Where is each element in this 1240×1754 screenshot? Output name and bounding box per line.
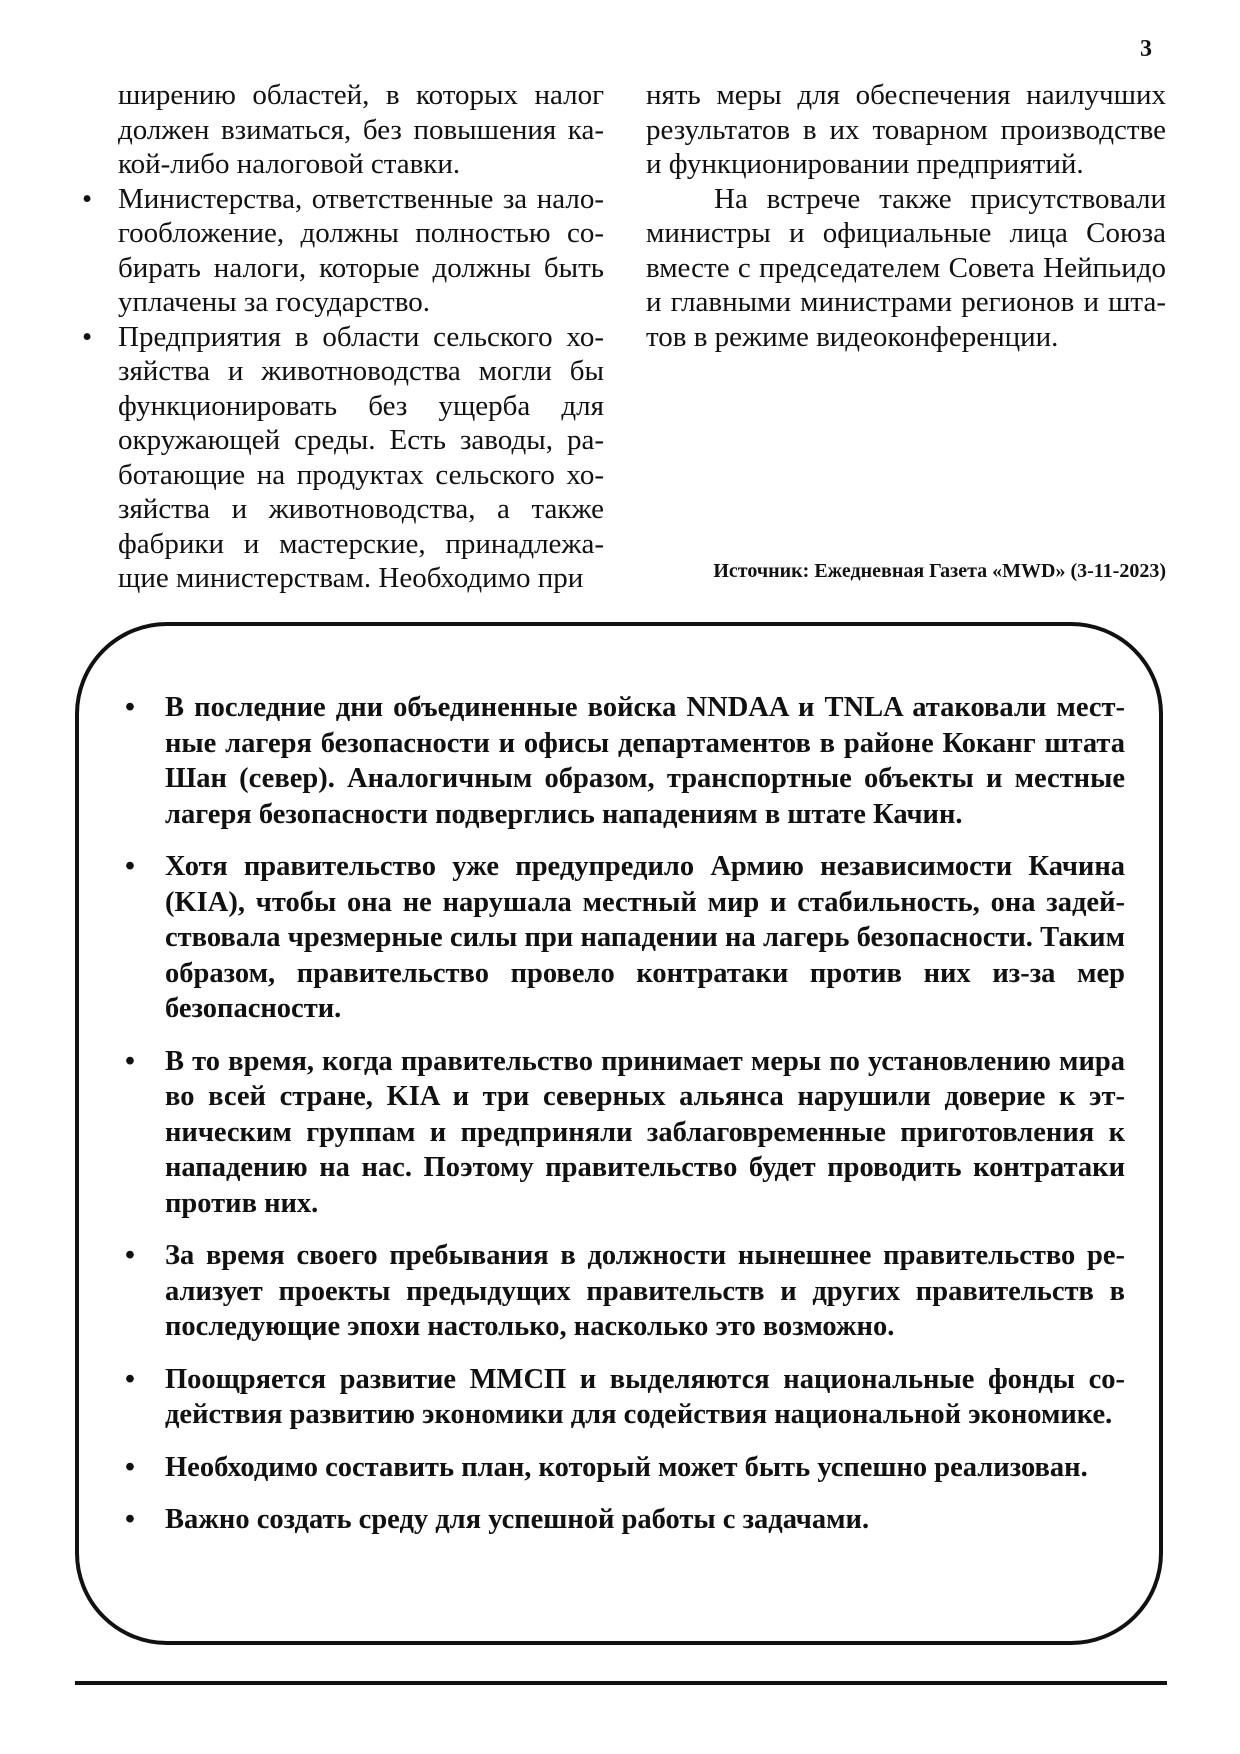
summary-item-text: В последние дни объединенные войска NNDAA и TNLA атаковали местные лагеря безопасности и офисы департаментов в районе Коканг штата Шан (север). Аналогичным образом, транспортные объекты и местные лагеря безопасности подверглись нападениям в штате Качин. xyxy=(165,692,1125,830)
left-bullet-list xyxy=(82,182,604,596)
page-number: 3 xyxy=(1140,36,1152,62)
summary-item-text: Поощряется развитие ММСП и выделяются национальные фонды содействия развитию экономики для содействия национальной экономике. xyxy=(165,1363,1125,1430)
bullet-icon: • xyxy=(125,692,135,723)
left-bullet-text: Министерства, ответственные за налогообложение, должны полностью собирать налоги, которые должны быть уплачены за государство. xyxy=(118,182,604,318)
left-column xyxy=(82,78,604,596)
bullet-icon: • xyxy=(125,1451,135,1483)
left-bullet-text: Предприятия в области сельского хозяйства и животноводства могли бы функционировать без ущерба для окружающей среды. Есть заводы, работающие на продуктах сельского хозяйства и животноводства, а также фабрики и мастерские, принадлежащие министерствам. Необходимо при xyxy=(118,320,604,594)
right-column xyxy=(646,78,1166,354)
left-column-continuation: ширению областей, в которых налог должен взиматься, без повышения какой-либо налоговой ставки. xyxy=(118,79,604,180)
bullet-icon: • xyxy=(82,320,93,353)
right-column-continuation: нять меры для обеспечения наилучших результатов в их товарном производстве и функционировании предприятий. xyxy=(646,79,1166,180)
summary-item xyxy=(125,1238,1125,1345)
summary-item xyxy=(125,1044,1125,1222)
summary-item xyxy=(125,1450,1125,1486)
bottom-rule xyxy=(75,1681,1167,1685)
summary-item xyxy=(125,1502,1125,1538)
summary-item-text: Хотя правительство уже предупредило Армию независимости Качина (KIA), чтобы она не нарушала местный мир и стабильность, она задействовала чрезмерные силы при нападении на лагерь безопасности. Таким образом, правительство провело контратаки против них из-за мер безопасности. xyxy=(165,851,1125,1024)
bullet-icon: • xyxy=(125,851,135,882)
summary-item xyxy=(125,1362,1125,1433)
bullet-icon: • xyxy=(125,1045,135,1077)
left-bullet-item xyxy=(82,182,604,320)
bullet-icon: • xyxy=(125,1504,135,1535)
bullet-icon: • xyxy=(82,182,93,215)
summary-box xyxy=(75,622,1163,1645)
summary-item-text: Необходимо составить план, который может быть успешно реализован. xyxy=(165,1451,1088,1483)
bullet-icon: • xyxy=(125,1363,135,1395)
left-bullet-item xyxy=(82,320,604,596)
summary-item-text: За время своего пребывания в должности нынешнее правительство реализует проекты предыдущих правительств и других правительств в последующие эпохи настолько, насколько это возможно. xyxy=(165,1240,1125,1342)
summary-item-text: В то время, когда правительство принимает меры по установлению мира во всей стране, KIA и три северных альянса нарушили доверие к этническим группам и предприняли заблаговременные приготовления к нападению на нас. Поэтому правительство будет проводить контратаки против них. xyxy=(165,1045,1125,1219)
right-column-paragraph: На встрече также присутствовали министры и официальные лица Союза вместе с председателем Совета Нейпьидо и главными министрами регионов и штатов в режиме видеоконференции. xyxy=(646,182,1166,353)
summary-list xyxy=(125,690,1125,1555)
summary-item xyxy=(125,849,1125,1027)
bullet-icon: • xyxy=(125,1240,135,1271)
summary-item xyxy=(125,690,1125,832)
source-citation: Источник: Ежедневная Газета «MWD» (3-11-2023) xyxy=(713,560,1166,582)
summary-item-text: Важно создать среду для успешной работы с задачами. xyxy=(165,1504,870,1535)
